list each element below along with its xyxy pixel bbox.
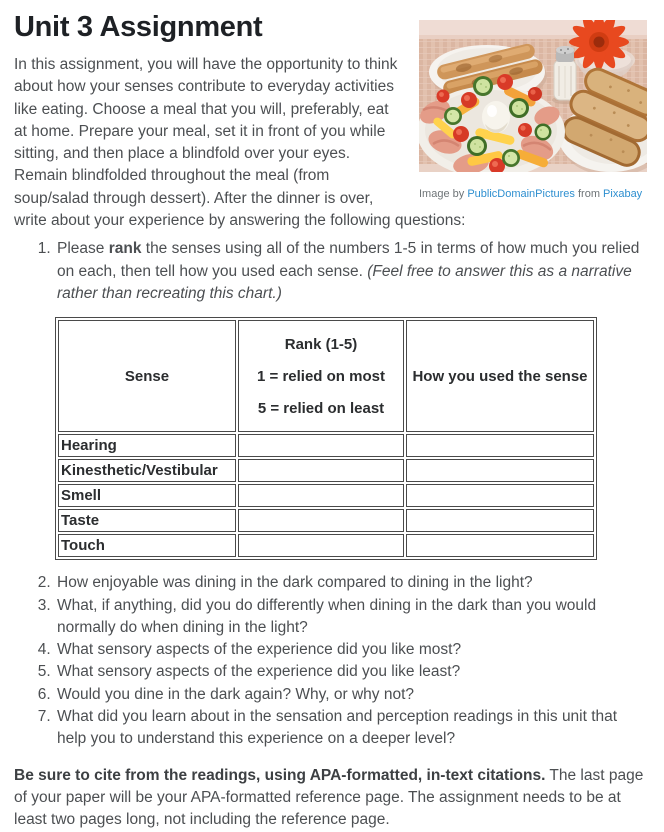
question-2: 2. How enjoyable was dining in the dark compared to dining in the light? (55, 572, 647, 594)
header-sense: Sense (58, 320, 236, 432)
header-usage: How you used the sense (406, 320, 594, 432)
meal-photo-figure (419, 20, 647, 201)
usage-cell (406, 509, 594, 532)
rank-cell (238, 459, 404, 482)
table-row-smell (58, 484, 594, 507)
table-row-kinesthetic (58, 459, 594, 482)
usage-cell (406, 534, 594, 557)
question-7: 7. What did you learn about in the sensation and perception readings in this unit that help you to understand this experience on a deeper level? (55, 706, 647, 751)
table-row-taste (58, 509, 594, 532)
caption-mid: from (574, 188, 604, 200)
question-6: 6. Would you dine in the dark again? Why, or why not? (55, 684, 647, 706)
assignment-questions-list (14, 238, 647, 750)
question-1-text-mid: the senses using all of the numbers 1-5 in terms of how much you relied on each, then tell how you used each sense. (57, 240, 640, 280)
header-rank-line2: 1 = relied on most (257, 367, 385, 385)
sense-rank-table (55, 317, 597, 560)
sense-label: Smell (58, 484, 236, 507)
header-rank (238, 320, 404, 432)
sense-label: Taste (58, 509, 236, 532)
closing-rest: The last page of your paper will be your APA-formatted reference page. The assignment needs to be at least two pages long, not including the reference page. (14, 766, 644, 829)
question-5: 5. What sensory aspects of the experience did you like least? (55, 661, 647, 683)
usage-cell (406, 459, 594, 482)
question-1 (55, 238, 647, 560)
rank-cell (238, 509, 404, 532)
caption-link-pixabay[interactable]: Pixabay (603, 188, 643, 200)
header-rank-line1: Rank (1-5) (284, 335, 358, 353)
usage-cell (406, 434, 594, 457)
rank-cell (238, 434, 404, 457)
header-rank-line3: 5 = relied on least (257, 399, 385, 417)
question-1-bold-rank: rank (108, 240, 142, 258)
intro-paragraph: In this assignment, you will have the opportunity to think about how your senses contribute to everyday activities like eating. Choose a meal that you will, preferably, eat at home. Prepare your meal, set it in front of you while sitting, and then place a blindfold over your eyes. Remain blindfolded throughout the meal (from soup/salad through dessert). After the dinner is over, write about your experience by answering the following questions: (14, 56, 466, 230)
table-row-hearing (58, 434, 594, 457)
closing-bold-citation-note: Be sure to cite from the readings, using APA-formatted, in-text citations. (14, 766, 546, 784)
question-1-italic-note: (Feel free to answer this as a narrative rather than recreating this chart.) (57, 262, 632, 302)
rank-cell (238, 534, 404, 557)
rank-cell (238, 484, 404, 507)
table-header-row (58, 320, 594, 432)
sense-label: Kinesthetic/Vestibular (58, 459, 236, 482)
question-3: 3. What, if anything, did you do differently when dining in the dark than you would normally do when dining in the light? (55, 595, 647, 640)
page-title: Unit 3 Assignment (14, 11, 263, 43)
usage-cell (406, 484, 594, 507)
caption-link-publicdomainpictures[interactable]: PublicDomainPictures (467, 188, 575, 200)
sense-label: Hearing (58, 434, 236, 457)
question-4: 4. What sensory aspects of the experience did you like most? (55, 639, 647, 661)
table-row-touch (58, 534, 594, 557)
photo-caption (419, 188, 647, 201)
caption-prefix: Image by (419, 188, 468, 200)
question-1-text-start: Please (57, 240, 109, 258)
meal-photo-image (419, 20, 647, 172)
closing-paragraph (14, 765, 647, 832)
boiled-egg (482, 101, 510, 133)
sense-label: Touch (58, 534, 236, 557)
